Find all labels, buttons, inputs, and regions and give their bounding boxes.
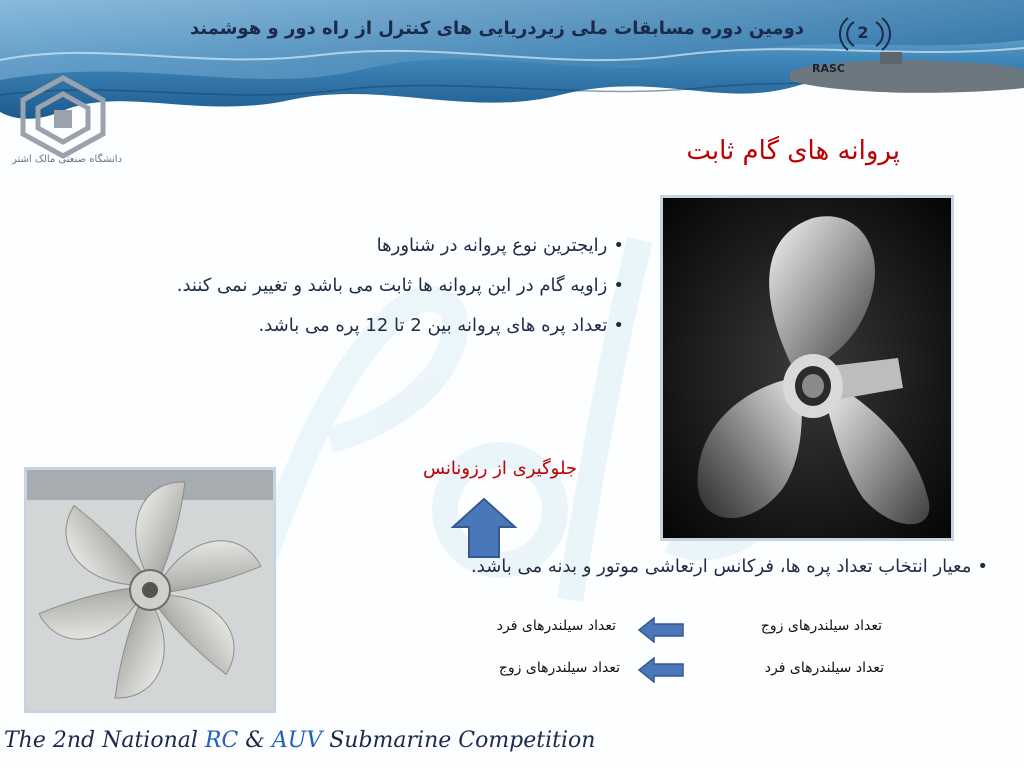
footer-text-end: Submarine Competition: [322, 728, 596, 753]
footer-amp: &: [238, 728, 272, 753]
left-arrow-icon: [638, 617, 684, 643]
propeller-photo-6-blade: [27, 470, 273, 710]
header-title: دومین دوره مسابقات ملی زیردریایی های کنترل از راه دور و هوشمند: [189, 18, 804, 39]
slide-title: پروانه های گام ثابت: [686, 136, 900, 166]
propeller-photo-3-blade: [663, 198, 951, 538]
bullet-item: • تعداد پره های پروانه بین 2 تا 12 پره می باشد.: [24, 306, 624, 346]
footer-rc: RC: [204, 728, 239, 753]
footer-auv: AUV: [271, 728, 323, 753]
criteria-bullet: • معیار انتخاب تعداد پره ها، فرکانس ارتعاشی موتور و بدنه می باشد.: [471, 556, 988, 577]
logo-caption: دانشگاه صنعتی مالک اشتر: [11, 154, 123, 165]
mapping-to-even: تعداد سیلندرهای زوج: [498, 660, 620, 676]
mapping-from-odd: تعداد سیلندرهای فرد: [764, 660, 884, 676]
left-arrow-icon: [638, 657, 684, 683]
bullet-list: [24, 226, 624, 346]
footer-competition-title: [4, 728, 595, 753]
resonance-label: جلوگیری از رزونانس: [422, 458, 578, 479]
university-logo: [8, 72, 118, 162]
slide-number-badge: 2: [857, 23, 869, 42]
bullet-item: • زاویه گام در این پروانه ها ثابت می باشد و تغییر نمی کنند.: [24, 266, 624, 306]
mapping-from-even: تعداد سیلندرهای زوج: [760, 618, 882, 634]
bullet-item: • رایجترین نوع پروانه در شناورها: [24, 226, 624, 266]
rasc-label: RASC: [812, 62, 845, 75]
up-arrow-icon: [451, 497, 517, 559]
mapping-to-odd: تعداد سیلندرهای فرد: [496, 618, 616, 634]
footer-text: The 2nd National: [4, 728, 205, 753]
